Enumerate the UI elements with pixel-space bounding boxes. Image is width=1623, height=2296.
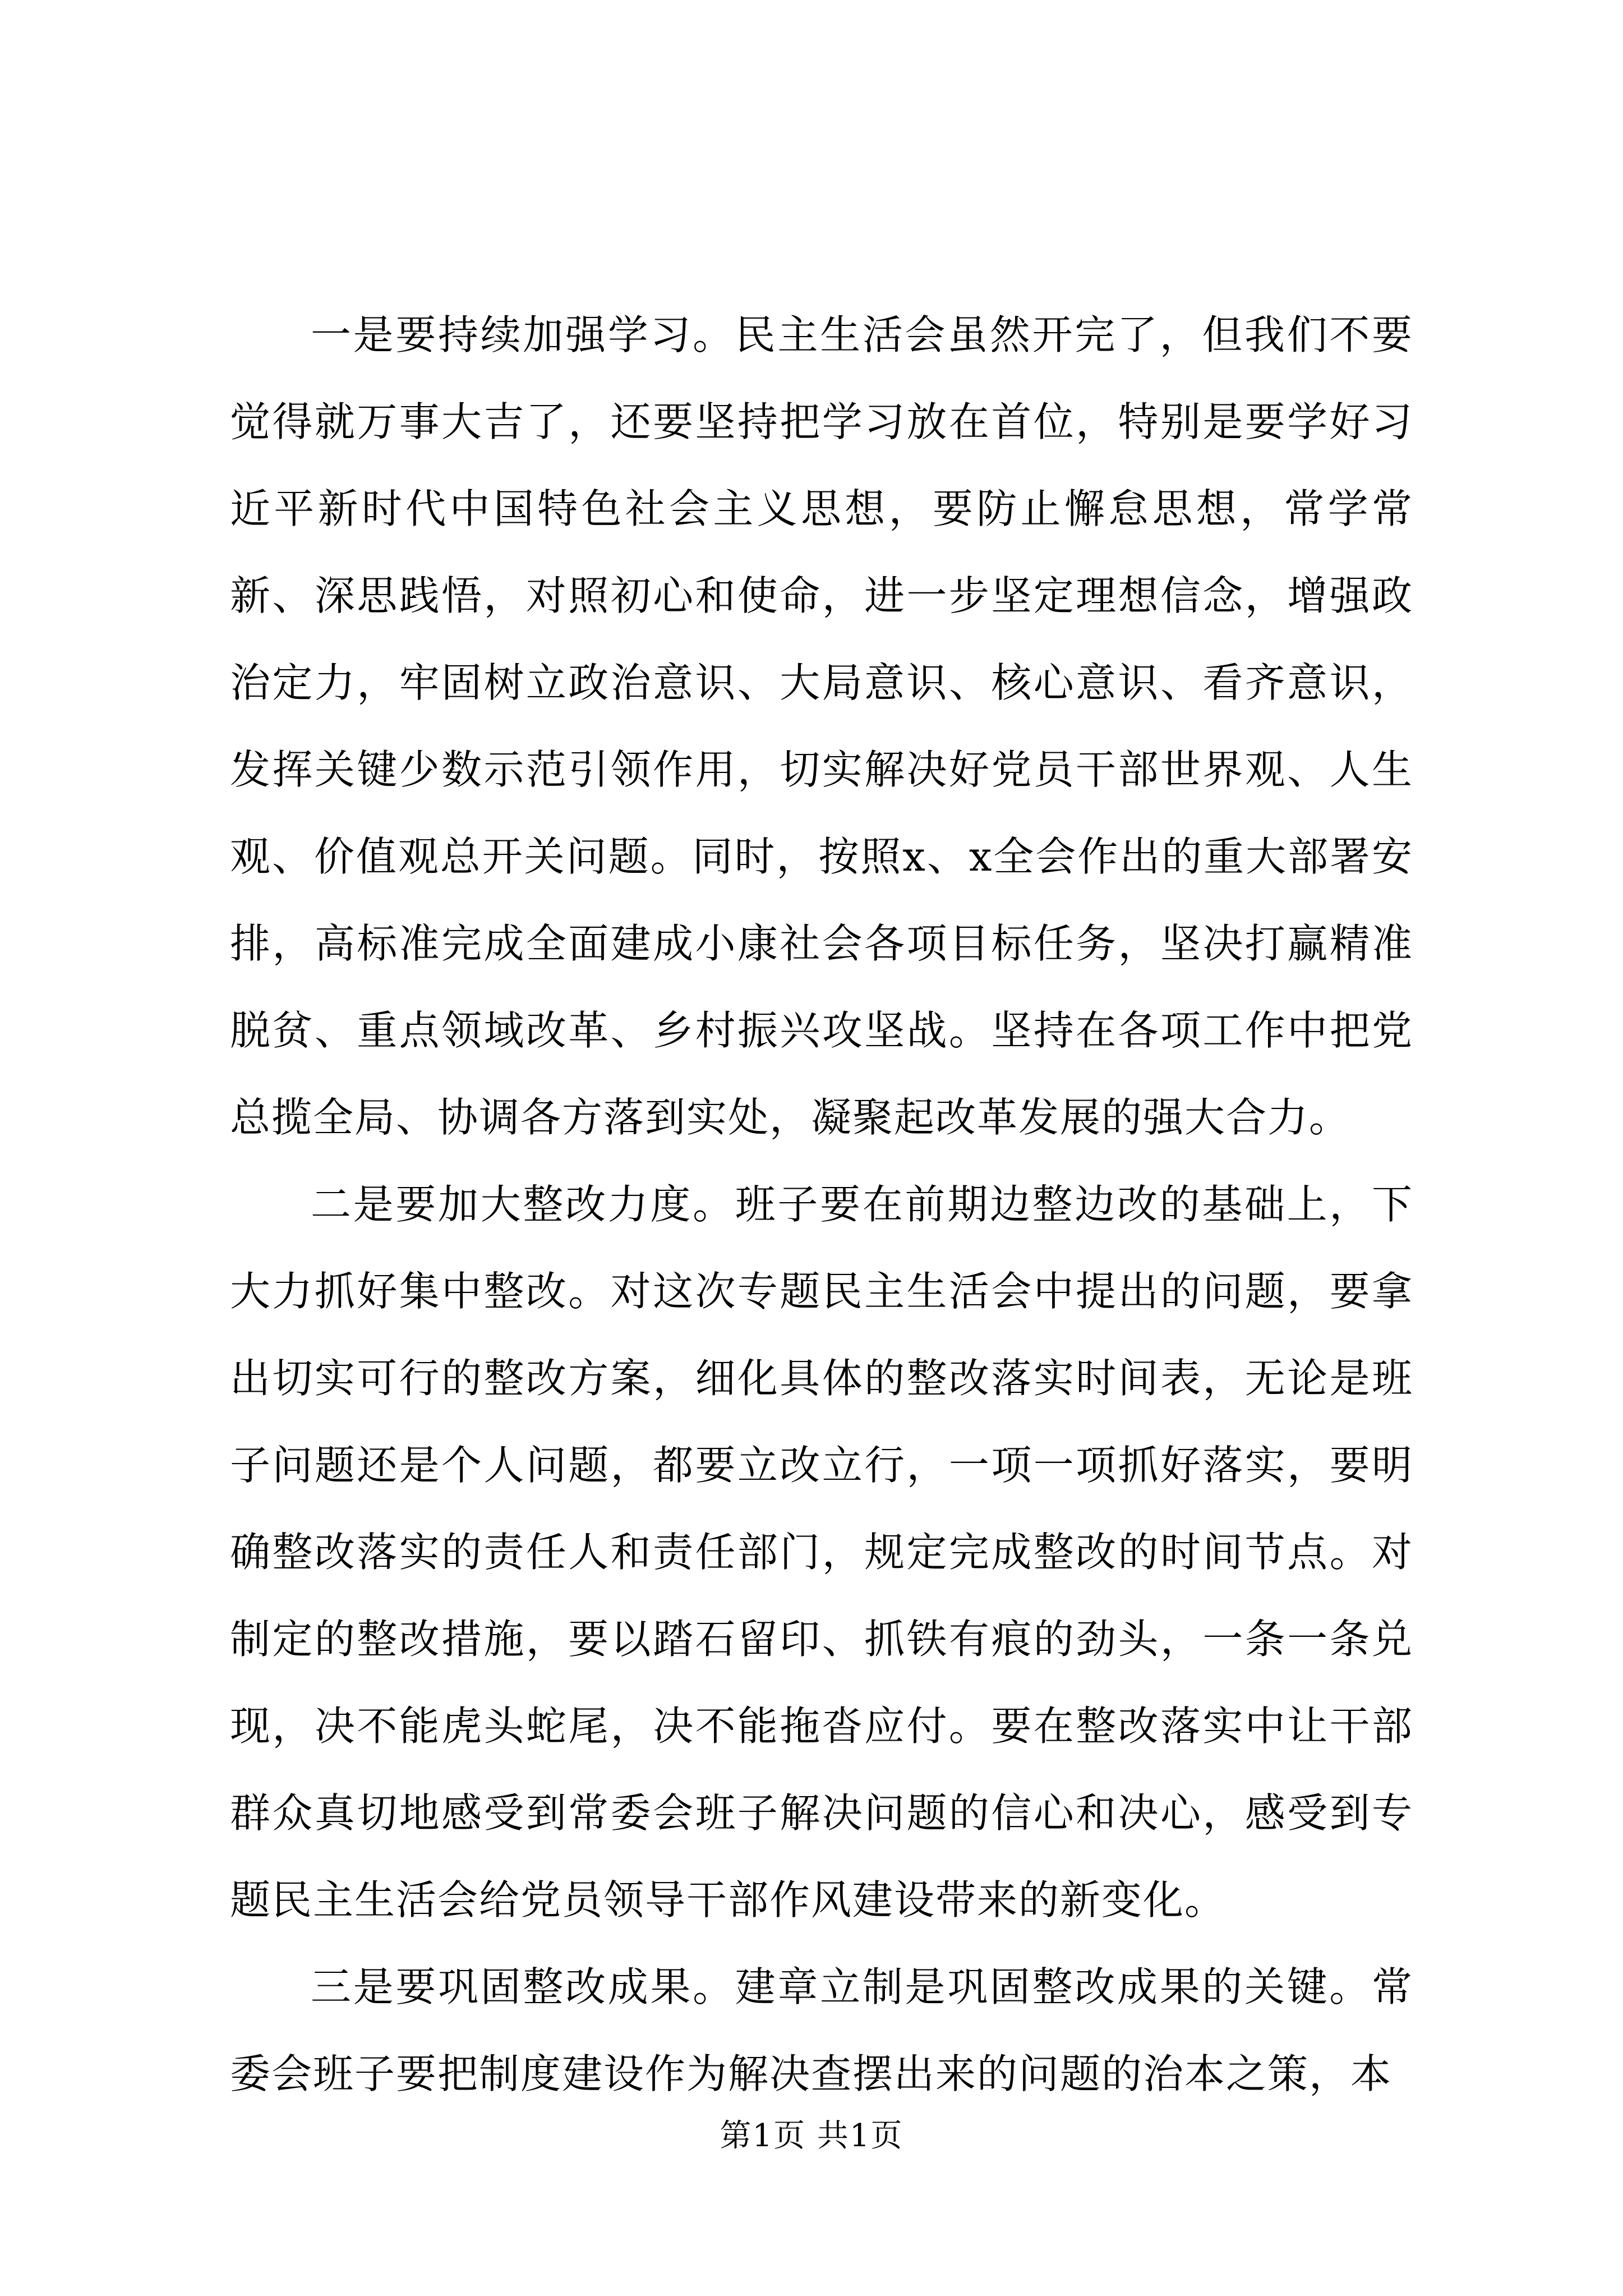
document-body	[230, 292, 1413, 2118]
paragraph-1: 一是要持续加强学习。民主生活会虽然开完了，但我们不要觉得就万事大吉了，还要坚持把学习放在首位，特别是要学好习近平新时代中国特色社会主义思想，要防止懈怠思想，常学常新、深思践悟，对照初心和使命，进一步坚定理想信念，增强政治定力，牢固树立政治意识、大局意识、核心意识、看齐意识，发挥关键少数示范引领作用，切实解决好党员干部世界观、人生观、价值观总开关问题。同时，按照x、x全会作出的重大部署安排，高标准完成全面建成小康社会各项目标任务，坚决打赢精准脱贫、重点领域改革、乡村振兴攻坚战。坚持在各项工作中把党总揽全局、协调各方落到实处，凝聚起改革发展的强大合力。	[230, 311, 1413, 1141]
paragraph-2: 二是要加大整改力度。班子要在前期边整边改的基础上，下大力抓好集中整改。对这次专题民主生活会中提出的问题，要拿出切实可行的整改方案，细化具体的整改落实时间表，无论是班子问题还是个人问题，都要立改立行，一项一项抓好落实，要明确整改落实的责任人和责任部门，规定完成整改的时间节点。对制定的整改措施，要以踏石留印、抓铁有痕的劲头，一条一条兑现，决不能虎头蛇尾，决不能拖沓应付。要在整改落实中让干部群众真切地感受到常委会班子解决问题的信心和决心，感受到专题民主生活会给党员领导干部作风建设带来的新变化。	[230, 1181, 1413, 1924]
paragraph-3: 三是要巩固整改成果。建章立制是巩固整改成果的关键。常委会班子要把制度建设作为解决查摆出来的问题的治本之策，本	[230, 1963, 1413, 2097]
page-footer: 第1页 共1页	[720, 2118, 903, 2154]
